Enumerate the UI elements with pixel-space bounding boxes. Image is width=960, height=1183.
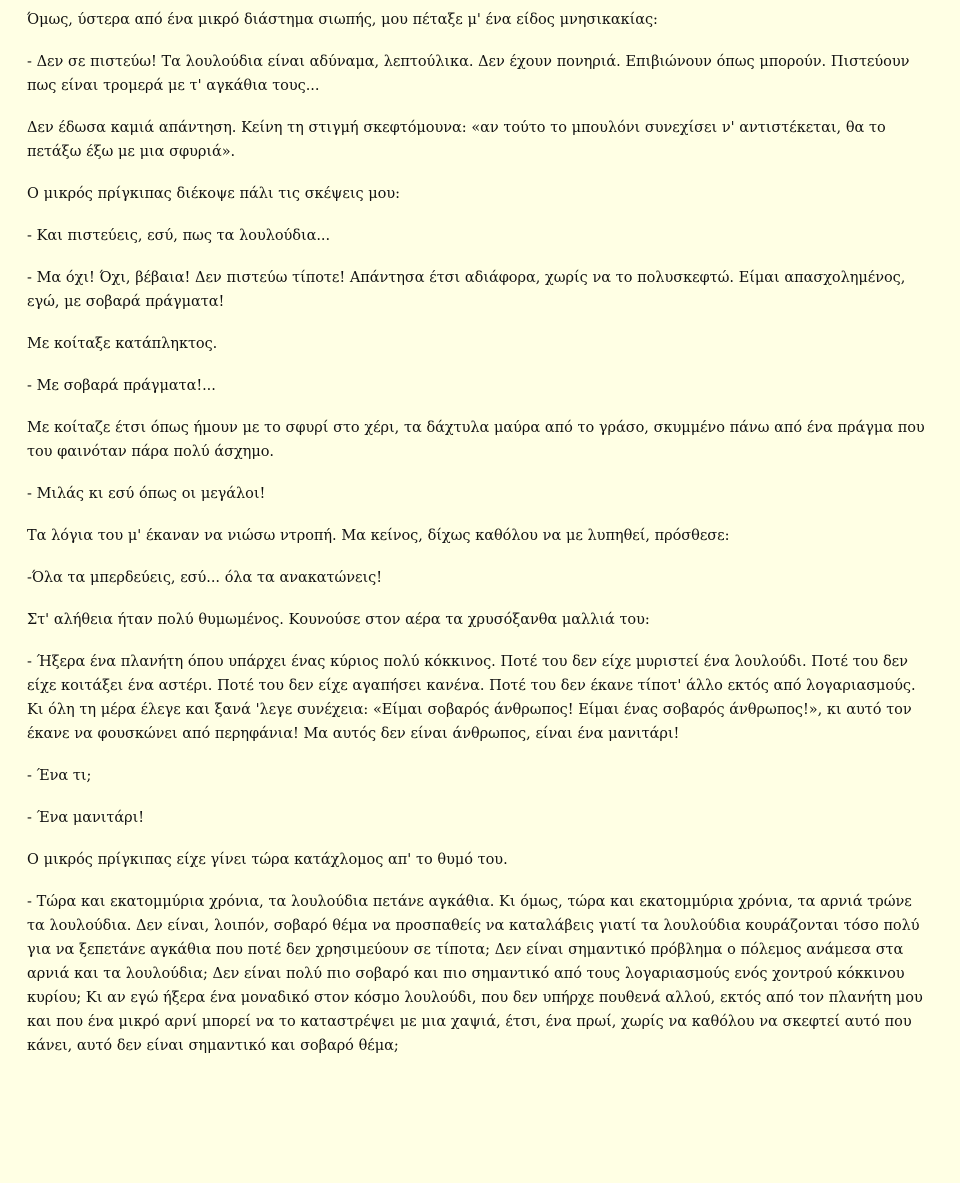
paragraph-14: - Ήξερα ένα πλανήτη όπου υπάρχει ένας κύριος πολύ κόκκινος. Ποτέ του δεν είχε μυριστεί ένα λουλούδι. Ποτέ του δεν είχε κοιτάξει ένα αστέρι. Ποτέ του δεν είχε αγαπήσει κανένα. Ποτέ του δεν έκανε τίποτ' άλλο εκτός από λογαριασμούς. Κι όλη τη μέρα έλεγε και ξανά 'λεγε συνέχεια: «Είμαι σοβαρός άνθρωπος! Είμαι ένας σοβαρός άνθρωπος!», κι αυτό τον έκανε να φουσκώνει από περηφάνια! Μα αυτός δεν είναι άνθρωπος, είναι ένα μανιτάρι! [27, 654, 916, 742]
paragraph-06: - Μα όχι! Όχι, βέβαια! Δεν πιστεύω τίποτε! Απάντησα έτσι αδιάφορα, χωρίς να το πολυσκεφτώ. Είμαι απασχολημένος, εγώ, με σοβαρά πράγματα! [27, 270, 906, 310]
paragraph-05: - Και πιστεύεις, εσύ, πως τα λουλούδια... [27, 228, 331, 244]
paragraph-10: - Μιλάς κι εσύ όπως οι μεγάλοι! [27, 486, 266, 502]
paragraph-11: Τα λόγια του μ' έκαναν να νιώσω ντροπή. Μα κείνος, δίχως καθόλου να με λυπηθεί, πρόσθεσε: [27, 528, 730, 544]
paragraph-16: - Ένα μανιτάρι! [27, 810, 144, 826]
paragraph-09: Με κοίταζε έτσι όπως ήμουν με το σφυρί στο χέρι, τα δάχτυλα μαύρα από το γράσο, σκυμμένο πάνω από ένα πράγμα που του φαινόταν πάρα πολύ άσχημο. [27, 420, 925, 460]
paragraph-18: - Τώρα και εκατομμύρια χρόνια, τα λουλούδια πετάνε αγκάθια. Κι όμως, τώρα και εκατομμύρια χρόνια, τα αρνιά τρώνε τα λουλούδια. Δεν είναι, λοιπόν, σοβαρό θέμα να προσπαθείς να καταλάβεις γιατί τα λουλούδια κουράζονται τόσο πολύ για να ξεπετάνε αγκάθια που ποτέ δεν χρησιμεύουν σε τίποτα; Δεν είναι σημαντικό πρόβλημα ο πόλεμος ανάμεσα στα αρνιά και τα λουλούδια; Δεν είναι πολύ πιο σοβαρό και πιο σημαντικό από τους λογαριασμούς ενός χοντρού κόκκινου κυρίου; Κι αν εγώ ήξερα ένα μοναδικό στον κόσμο λουλούδι, που δεν υπήρχε πουθενά αλλού, εκτός από τον πλανήτη μου και που ένα μικρό αρνί μπορεί να το καταστρέψει με μια χαψιά, έτσι, ένα πρωί, χωρίς να καθόλου να σκεφτεί αυτό που κάνει, αυτό δεν είναι σημαντικό και σοβαρό θέμα; [27, 894, 923, 1054]
paragraph-12: -Όλα τα μπερδεύεις, εσύ... όλα τα ανακατώνεις! [27, 570, 382, 586]
paragraph-04: Ο μικρός πρίγκιπας διέκοψε πάλι τις σκέψεις μου: [27, 186, 400, 202]
paragraph-08: - Με σοβαρά πράγματα!... [27, 378, 216, 394]
paragraph-03: Δεν έδωσα καμιά απάντηση. Κείνη τη στιγμή σκεφτόμουνα: «αν τούτο το μπουλόνι συνεχίσει ν' αντιστέκεται, θα το πετάξω έξω με μια σφυριά». [27, 120, 886, 160]
paragraph-15: - Ένα τι; [27, 768, 92, 784]
paragraph-17: Ο μικρός πρίγκιπας είχε γίνει τώρα κατάχλομος απ' το θυμό του. [27, 852, 508, 868]
paragraph-02: - Δεν σε πιστεύω! Τα λουλούδια είναι αδύναμα, λεπτούλικα. Δεν έχουν πονηριά. Επιβιώνουν όπως μπορούν. Πιστεύουν πως είναι τρομερά με τ' αγκάθια τους... [27, 54, 910, 94]
paragraph-01: Όμως, ύστερα από ένα μικρό διάστημα σιωπής, μου πέταξε μ' ένα είδος μνησικακίας: [27, 12, 658, 28]
paragraph-13: Στ' αλήθεια ήταν πολύ θυμωμένος. Κουνούσε στον αέρα τα χρυσόξανθα μαλλιά του: [27, 612, 650, 628]
paragraph-07: Με κοίταξε κατάπληκτος. [27, 336, 218, 352]
